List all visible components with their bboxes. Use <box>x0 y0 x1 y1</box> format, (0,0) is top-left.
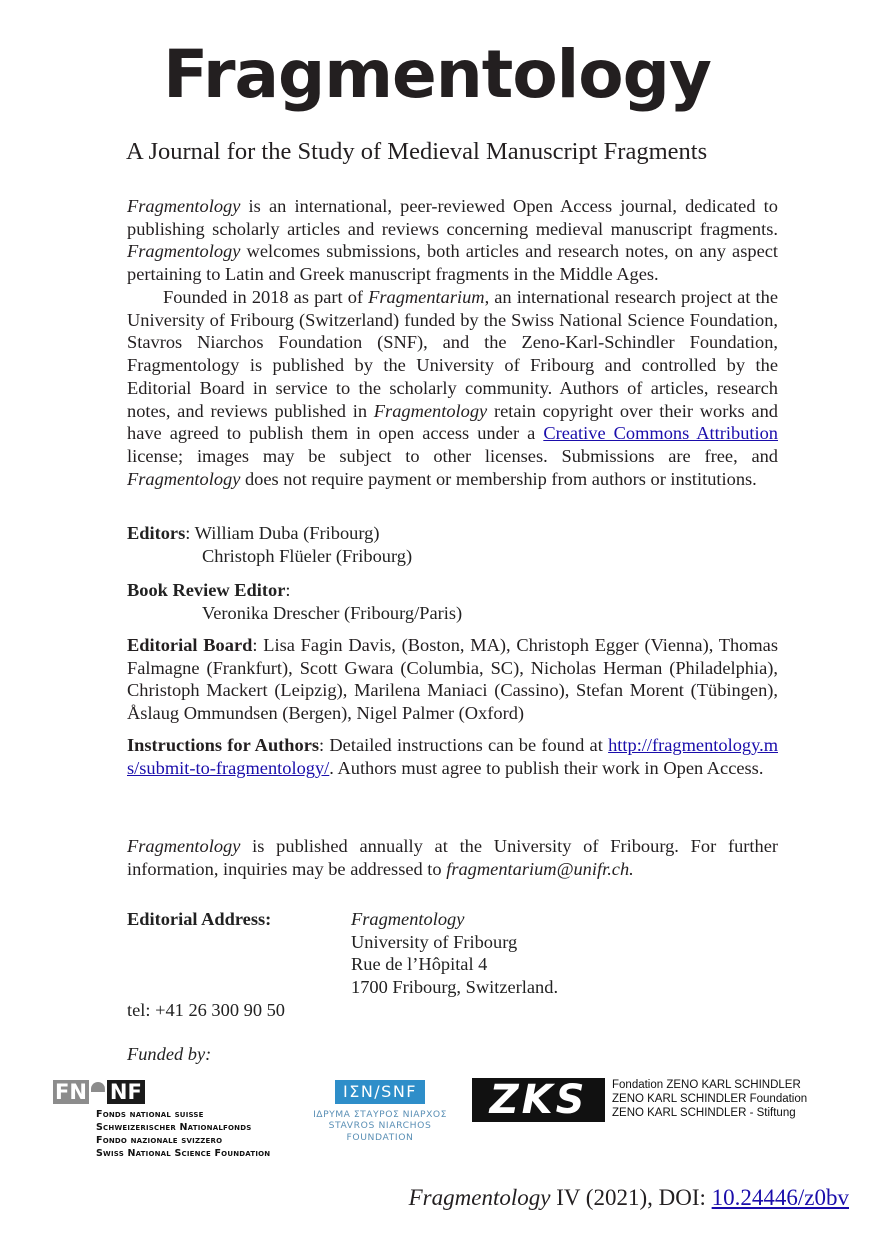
publication-text: is published annually at the University of Fribourg. For further information, inquiries may be addressed to <box>127 836 778 879</box>
niarchos-name: FOUNDATION <box>346 1132 414 1143</box>
zks-logo-text <box>612 1078 842 1120</box>
instructions-text-b: . Authors must agree to publish their work in Open Access. <box>329 757 764 778</box>
address-line: Fragmentology <box>351 909 465 929</box>
niarchos-name: STAVROS NIARCHOS <box>328 1120 432 1131</box>
address-line: Rue de l’Hôpital 4 <box>351 954 488 975</box>
founding-text-a: Founded in 2018 as part of <box>163 287 369 307</box>
snf-mark-nf: NF <box>107 1080 145 1104</box>
address-line: 1700 Fribourg, Switzerland. <box>351 977 559 998</box>
address-label-text: Editorial Address <box>127 909 266 929</box>
telephone: tel: +41 26 300 90 50 <box>127 1000 285 1020</box>
instructions-label: Instructions for Authors <box>127 735 320 755</box>
footer-journal: Fragmentology <box>408 1185 551 1210</box>
board-members: : Lisa Fagin Davis, (Boston, MA), Christoph Egger (Vienna), Thomas Falmagne (Frankfurt), Scott Gwara (Columbia, SC), Nicholas Herman (Philadelphia), Christoph Mackert (Leipzig), Marilena Maniaci (Cassino), Stefan Morent (Tübingen), Åslaug Ommundsen (Bergen), Nigel Palmer (Oxford) <box>127 635 778 724</box>
project-name: Fragmentarium <box>368 287 485 307</box>
editors-section: Editors: William Duba (Fribourg) Christoph Flüeler (Fribourg) <box>127 523 413 566</box>
niarchos-greek-name: ΙΔΡΥΜΑ ΣΤΑΥΡΟΣ ΝΙΑΡΧΟΣ <box>313 1109 447 1120</box>
journal-name: Fragmentology <box>127 241 241 262</box>
journal-name: Fragmentology <box>127 468 241 489</box>
book-review-section: Book Review Editor: Veronika Drescher (Fribourg/Paris) <box>127 580 463 623</box>
board-label: Editorial Board <box>127 635 253 655</box>
journal-title: Fragmentology <box>163 36 711 113</box>
intro-paragraph <box>127 195 778 286</box>
niarchos-logo <box>305 1080 455 1144</box>
funded-by-text: Funded by <box>127 1044 206 1064</box>
snf-logo-text <box>96 1108 270 1160</box>
snf-mark-fn: FN <box>55 1080 87 1104</box>
snf-logo-mark <box>53 1080 270 1104</box>
footer-volume: IV (2021), DOI: <box>550 1185 712 1210</box>
book-review-label: Book Review Editor <box>127 580 286 600</box>
journal-name: Fragmentology <box>127 196 241 216</box>
zks-line: Fondation ZENO KARL SCHINDLER <box>612 1079 801 1091</box>
founding-text-b: , an international research project at the University of Fribourg (Switzerland) funded by the Swiss National Science Foundation, Stavros Niarchos Foundation (SNF), and the Zeno-Karl-Schindler Foundation, Fragmentology is published by the University of Fribourg and controlled by the Editorial Board in service to the scholarly community. Authors of articles, research notes, and reviews published in <box>127 287 778 421</box>
snf-line: Fondo nazionale svizzero <box>96 1135 223 1146</box>
doi-link[interactable]: 10.24446/z0bv <box>711 1185 849 1210</box>
intro-text-a: is an international, peer-reviewed Open Access journal, dedicated to publishing scholarly articles and reviews concerning medieval manuscript fragments. <box>127 196 778 239</box>
book-review-editor: Veronika Drescher (Fribourg/Paris) <box>202 602 463 623</box>
founding-text-c: retain copyright over their works and have agreed to publish them in open access under a <box>127 400 778 444</box>
publication-note <box>127 835 778 880</box>
founding-paragraph <box>127 286 778 490</box>
niarchos-logo-mark: ΙΣΝ/SNF <box>335 1080 425 1104</box>
snf-line: Fonds national suisse <box>96 1109 204 1120</box>
contact-email: fragmentarium@unifr.ch. <box>446 858 634 879</box>
license-link[interactable]: Creative Commons Attribution <box>543 423 779 444</box>
journal-subtitle: A Journal for the Study of Medieval Manuscript Fragments <box>126 138 708 165</box>
snf-s-icon <box>89 1080 107 1104</box>
instructions-text-a: : Detailed instructions can be found at <box>319 735 609 755</box>
address-line: University of Fribourg <box>351 931 518 952</box>
funded-by-label: Funded by: <box>127 1044 212 1064</box>
editor-name: William Duba (Fribourg) <box>194 523 380 543</box>
citation-footer <box>409 1185 849 1211</box>
editorial-board <box>127 634 778 725</box>
intro-text-b: welcomes submissions, both articles and research notes, on any aspect pertaining to Latin and Greek manuscript fragments in the Middle Ages. <box>127 241 778 285</box>
instructions-section <box>127 734 778 779</box>
journal-name: Fragmentology <box>373 400 488 421</box>
zks-line: ZENO KARL SCHINDLER Foundation <box>612 1093 808 1105</box>
zks-logo-mark: ZKS <box>472 1078 605 1122</box>
zks-line: ZENO KARL SCHINDLER - Stiftung <box>612 1107 796 1119</box>
snf-line: Schweizerischer Nationalfonds <box>96 1122 252 1133</box>
founding-text-d: license; images may be subject to other licenses. Submissions are free, and <box>127 445 778 466</box>
editors-label: Editors <box>127 523 186 543</box>
address-block <box>351 908 558 999</box>
journal-name: Fragmentology <box>127 836 241 856</box>
snf-logo <box>53 1080 270 1160</box>
address-label: Editorial Address: <box>127 909 272 929</box>
founding-text-e: does not require payment or membership from authors or institutions. <box>240 468 757 489</box>
snf-line: Swiss National Science Foundation <box>96 1148 271 1159</box>
editor-name: Christoph Flüeler (Fribourg) <box>202 545 413 566</box>
submission-link[interactable]: http://fragmentology.ms/submit-to-fragmentology/ <box>127 735 778 778</box>
